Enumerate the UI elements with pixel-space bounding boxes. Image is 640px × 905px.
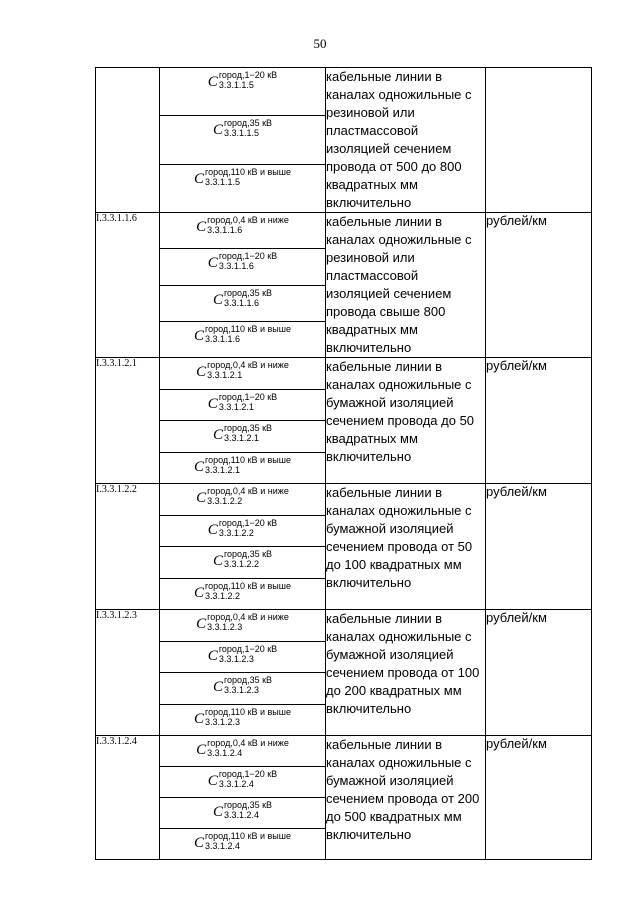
formula-cell bbox=[160, 610, 326, 736]
rate-formula bbox=[196, 486, 289, 506]
rate-superscript: город,110 кВ и выше bbox=[205, 323, 291, 334]
rate-subscript: 3.3.1.2.2 bbox=[207, 496, 243, 506]
formula-list bbox=[160, 213, 325, 357]
rate-superscript: город,1−20 кВ bbox=[218, 391, 278, 402]
formula-item bbox=[160, 248, 325, 284]
table-row bbox=[96, 213, 592, 358]
rate-formula bbox=[196, 738, 289, 758]
rate-subscript: 3.3.1.1.5 bbox=[218, 80, 254, 90]
rate-indices bbox=[205, 455, 291, 475]
rate-symbol: C bbox=[207, 255, 218, 272]
rate-formula bbox=[208, 644, 277, 664]
rate-formula bbox=[208, 392, 277, 412]
rate-indices bbox=[205, 581, 291, 601]
rate-superscript: город,0,4 кВ и ниже bbox=[207, 738, 289, 748]
rate-symbol: C bbox=[207, 521, 218, 538]
rate-indices bbox=[205, 831, 291, 851]
row-code: I.3.3.1.2.3 bbox=[96, 610, 160, 736]
formula-item bbox=[160, 515, 325, 547]
rate-symbol: C bbox=[212, 122, 223, 139]
rate-subscript: 3.3.1.2.1 bbox=[223, 433, 259, 443]
rate-indices bbox=[207, 612, 289, 632]
formula-list bbox=[160, 610, 325, 735]
rate-formula bbox=[196, 612, 289, 632]
formula-item bbox=[160, 358, 325, 389]
formula-item bbox=[160, 546, 325, 578]
rate-formula bbox=[194, 581, 291, 601]
formula-cell bbox=[160, 484, 326, 610]
rate-indices bbox=[219, 769, 277, 789]
rate-formula bbox=[194, 707, 291, 727]
rate-indices bbox=[224, 423, 272, 443]
rate-subscript: 3.3.1.1.5 bbox=[205, 176, 241, 187]
formula-item bbox=[160, 68, 325, 115]
formula-item bbox=[160, 578, 325, 610]
formula-item bbox=[160, 610, 325, 641]
rate-formula bbox=[194, 831, 291, 851]
rate-formula bbox=[213, 288, 272, 308]
row-description: кабельные линии в каналах одножильные с бумажной изоляцией сечением провода до 50 квадратных мм включительно bbox=[326, 358, 486, 484]
formula-item bbox=[160, 115, 325, 163]
rate-superscript: город,35 кВ bbox=[223, 549, 273, 559]
rate-indices bbox=[219, 251, 277, 271]
rate-superscript: город,110 кВ и выше bbox=[205, 831, 291, 841]
rate-indices bbox=[224, 549, 272, 569]
page-number: 50 bbox=[313, 36, 327, 51]
rate-symbol: C bbox=[207, 647, 218, 664]
rate-formula bbox=[208, 70, 277, 90]
rate-superscript: город,35 кВ bbox=[223, 675, 273, 685]
row-description: кабельные линии в каналах одножильные с бумажной изоляцией сечением провода от 50 до 100 квадратных мм включительно bbox=[326, 484, 486, 610]
rate-indices bbox=[224, 118, 272, 138]
row-description: кабельные линии в каналах одножильные с резиновой или пластмассовой изоляцией сечением провода свыше 800 квадратных мм включительно bbox=[326, 213, 486, 358]
rate-symbol: C bbox=[194, 835, 205, 851]
rate-indices bbox=[207, 360, 289, 380]
row-code: I.3.3.1.2.1 bbox=[96, 358, 160, 484]
rate-subscript: 3.3.1.2.4 bbox=[223, 810, 259, 820]
row-description: кабельные линии в каналах одножильные с бумажной изоляцией сечением провода от 100 до 200 квадратных мм включительно bbox=[326, 610, 486, 736]
rate-symbol: C bbox=[196, 364, 207, 380]
rate-superscript: город,1−20 кВ bbox=[218, 70, 278, 80]
rate-indices bbox=[205, 167, 291, 187]
row-code: I.3.3.1.2.4 bbox=[96, 736, 160, 860]
rate-symbol: C bbox=[212, 291, 223, 308]
rate-symbol: C bbox=[207, 773, 218, 789]
formula-item bbox=[160, 704, 325, 736]
rate-symbol: C bbox=[194, 710, 205, 727]
rate-symbol: C bbox=[196, 490, 207, 506]
rate-subscript: 3.3.1.1.5 bbox=[223, 128, 259, 139]
rate-symbol: C bbox=[196, 742, 207, 758]
rate-superscript: город,0,4 кВ и ниже bbox=[207, 612, 289, 622]
rate-formula bbox=[213, 118, 272, 138]
rate-superscript: город,1−20 кВ bbox=[218, 251, 278, 262]
rate-subscript: 3.3.1.2.2 bbox=[218, 527, 254, 538]
rate-symbol: C bbox=[212, 679, 223, 695]
rate-superscript: город,0,4 кВ и ниже bbox=[207, 486, 289, 496]
formula-item bbox=[160, 389, 325, 421]
row-unit: рублей/км bbox=[486, 484, 592, 610]
rate-symbol: C bbox=[207, 395, 218, 412]
rate-symbol: C bbox=[196, 616, 207, 632]
rate-indices bbox=[207, 738, 289, 758]
rate-formula bbox=[196, 360, 289, 380]
rate-subscript: 3.3.1.2.2 bbox=[205, 590, 241, 601]
rate-subscript: 3.3.1.1.6 bbox=[223, 297, 259, 308]
rate-subscript: 3.3.1.2.1 bbox=[207, 370, 243, 380]
table-row bbox=[96, 358, 592, 484]
table-row bbox=[96, 484, 592, 610]
rate-symbol: C bbox=[194, 584, 205, 601]
row-unit: рублей/км bbox=[486, 610, 592, 736]
row-unit: рублей/км bbox=[486, 736, 592, 860]
formula-cell bbox=[160, 358, 326, 484]
formula-item bbox=[160, 321, 325, 357]
formula-list bbox=[160, 358, 325, 483]
rate-subscript: 3.3.1.1.6 bbox=[205, 333, 241, 344]
rate-superscript: город,110 кВ и выше bbox=[205, 166, 291, 177]
rate-formula bbox=[208, 769, 277, 789]
rate-subscript: 3.3.1.2.3 bbox=[207, 622, 243, 632]
formula-list bbox=[160, 484, 325, 609]
formula-item bbox=[160, 797, 325, 828]
rate-formula bbox=[208, 251, 277, 271]
row-unit: рублей/км bbox=[486, 358, 592, 484]
row-description: кабельные линии в каналах одножильные с бумажной изоляцией сечением провода от 200 до 500 квадратных мм включительно bbox=[326, 736, 486, 860]
formula-item bbox=[160, 164, 325, 212]
table-row bbox=[96, 610, 592, 736]
rate-subscript: 3.3.1.2.1 bbox=[205, 464, 241, 475]
formula-cell bbox=[160, 213, 326, 358]
rate-superscript: город,1−20 кВ bbox=[218, 643, 278, 654]
rate-indices bbox=[224, 800, 272, 820]
rate-symbol: C bbox=[212, 427, 223, 443]
formula-cell bbox=[160, 68, 326, 213]
row-unit: рублей/км bbox=[486, 213, 592, 358]
rate-symbol: C bbox=[212, 553, 223, 569]
row-code: I.3.3.1.2.2 bbox=[96, 484, 160, 610]
rate-formula bbox=[194, 455, 291, 475]
rate-superscript: город,1−20 кВ bbox=[218, 769, 278, 779]
rate-symbol: C bbox=[194, 458, 205, 475]
rate-symbol: C bbox=[207, 74, 218, 90]
row-code: I.3.3.1.1.6 bbox=[96, 213, 160, 358]
formula-item bbox=[160, 641, 325, 673]
rate-formula bbox=[194, 167, 291, 187]
rate-superscript: город,110 кВ и выше bbox=[205, 454, 291, 465]
rate-indices bbox=[224, 288, 272, 308]
rate-formula bbox=[194, 324, 291, 344]
rate-subscript: 3.3.1.2.3 bbox=[223, 685, 259, 695]
rate-superscript: город,0,4 кВ и ниже bbox=[207, 215, 289, 225]
tariff-table bbox=[95, 67, 592, 860]
rate-symbol: C bbox=[212, 804, 223, 820]
row-description: кабельные линии в каналах одножильные с резиновой или пластмассовой изоляцией сечением провода от 500 до 800 квадратных мм включительно bbox=[326, 68, 486, 213]
rate-subscript: 3.3.1.2.4 bbox=[205, 841, 241, 851]
rate-superscript: город,35 кВ bbox=[223, 118, 273, 129]
rate-indices bbox=[219, 392, 277, 412]
rate-superscript: город,110 кВ и выше bbox=[205, 706, 291, 717]
rate-symbol: C bbox=[194, 170, 205, 187]
rate-indices bbox=[205, 324, 291, 344]
rate-superscript: город,1−20 кВ bbox=[218, 517, 278, 528]
row-code bbox=[96, 68, 160, 213]
table-row bbox=[96, 736, 592, 860]
rate-subscript: 3.3.1.2.2 bbox=[223, 559, 259, 569]
rate-subscript: 3.3.1.2.4 bbox=[218, 779, 254, 789]
formula-item bbox=[160, 484, 325, 515]
rate-subscript: 3.3.1.2.4 bbox=[207, 748, 243, 758]
rate-subscript: 3.3.1.2.3 bbox=[205, 716, 241, 727]
formula-list bbox=[160, 68, 325, 212]
formula-list bbox=[160, 736, 325, 859]
rate-formula bbox=[213, 423, 272, 443]
table-row bbox=[96, 68, 592, 213]
rate-subscript: 3.3.1.2.3 bbox=[218, 653, 254, 664]
rate-indices bbox=[205, 707, 291, 727]
rate-superscript: город,0,4 кВ и ниже bbox=[207, 360, 289, 370]
rate-superscript: город,35 кВ bbox=[223, 423, 273, 433]
formula-item bbox=[160, 452, 325, 484]
rate-subscript: 3.3.1.2.1 bbox=[218, 401, 254, 412]
tariff-table-body bbox=[96, 68, 592, 860]
rate-subscript: 3.3.1.1.6 bbox=[207, 225, 243, 235]
formula-item bbox=[160, 736, 325, 766]
formula-item bbox=[160, 828, 325, 859]
rate-indices bbox=[224, 675, 272, 695]
rate-superscript: город,35 кВ bbox=[223, 287, 273, 298]
formula-item bbox=[160, 285, 325, 321]
rate-formula bbox=[213, 549, 272, 569]
rate-indices bbox=[219, 518, 277, 538]
rate-superscript: город,35 кВ bbox=[223, 800, 273, 810]
rate-formula bbox=[208, 518, 277, 538]
rate-indices bbox=[207, 215, 289, 235]
rate-symbol: C bbox=[194, 327, 205, 344]
rate-formula bbox=[196, 215, 289, 235]
rate-symbol: C bbox=[196, 219, 207, 235]
rate-formula bbox=[213, 800, 272, 820]
rate-indices bbox=[219, 644, 277, 664]
rate-subscript: 3.3.1.1.6 bbox=[218, 261, 254, 272]
rate-superscript: город,110 кВ и выше bbox=[205, 580, 291, 591]
formula-cell bbox=[160, 736, 326, 860]
rate-indices bbox=[219, 70, 277, 90]
formula-item bbox=[160, 766, 325, 797]
formula-item bbox=[160, 672, 325, 704]
rate-formula bbox=[213, 675, 272, 695]
formula-item bbox=[160, 420, 325, 452]
row-unit bbox=[486, 68, 592, 213]
formula-item bbox=[160, 213, 325, 248]
rate-indices bbox=[207, 486, 289, 506]
